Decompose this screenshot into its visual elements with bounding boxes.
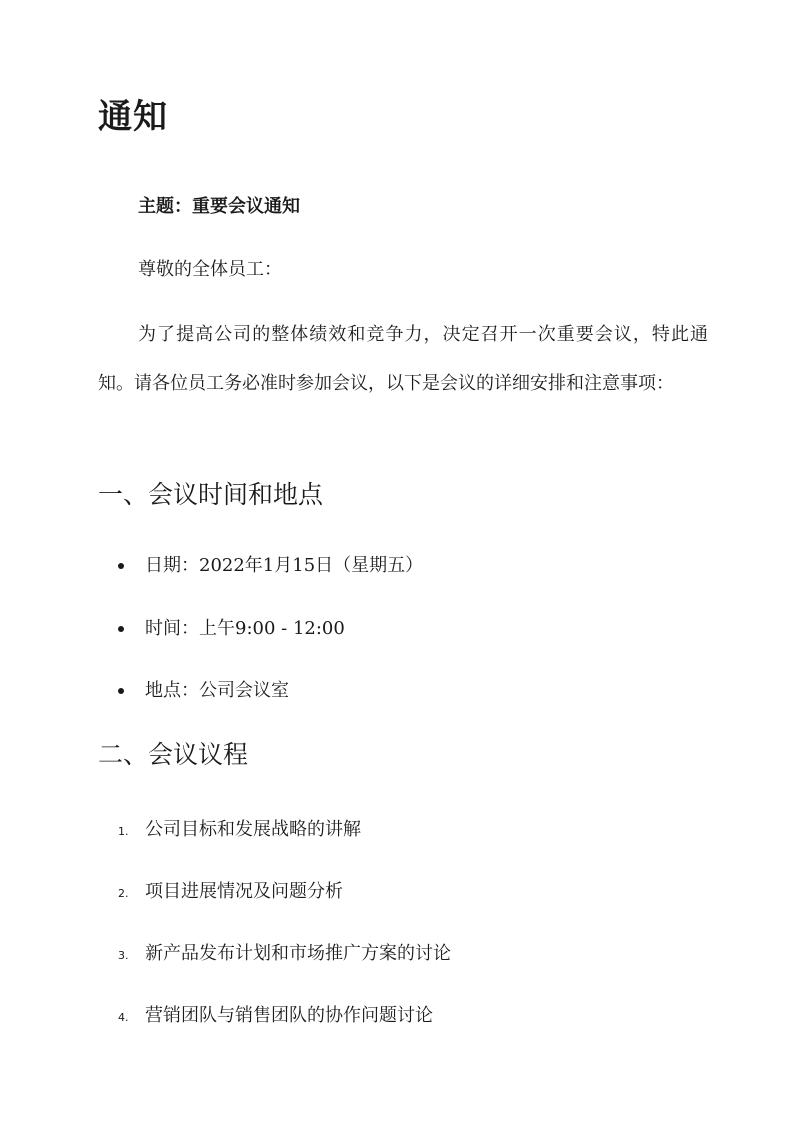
list-number: 3. bbox=[118, 949, 129, 962]
list-item bbox=[0, 551, 800, 581]
bullet-icon bbox=[118, 563, 124, 569]
list-item bbox=[0, 877, 800, 907]
list-item-text: 公司目标和发展战略的讲解 bbox=[145, 819, 361, 840]
intro-paragraph: 为了提高公司的整体绩效和竞争力，决定召开一次重要会议，特此通知。请各位员工务必准时参加会议，以下是会议的详细安排和注意事项： bbox=[98, 324, 708, 394]
bullet-icon bbox=[118, 626, 124, 632]
list-number: 1. bbox=[118, 825, 129, 838]
list-item-text: 营销团队与销售团队的协作问题讨论 bbox=[145, 1005, 433, 1026]
list-item bbox=[0, 1001, 800, 1031]
list-item bbox=[0, 676, 800, 706]
section-heading-agenda: 二、会议议程 bbox=[98, 740, 249, 769]
list-number: 2. bbox=[118, 887, 129, 900]
section-heading-time-location: 一、会议时间和地点 bbox=[98, 480, 324, 509]
list-item bbox=[0, 815, 800, 845]
list-item bbox=[0, 939, 800, 969]
list-item bbox=[0, 614, 800, 644]
notice-subject: 主题：重要会议通知 bbox=[138, 196, 300, 217]
list-item-text: 新产品发布计划和市场推广方案的讨论 bbox=[145, 943, 451, 964]
list-item-text: 项目进展情况及问题分析 bbox=[145, 881, 343, 902]
list-item-text: 时间：上午9:00 - 12:00 bbox=[145, 618, 345, 639]
bullet-icon bbox=[118, 688, 124, 694]
list-number: 4. bbox=[118, 1011, 129, 1024]
list-item-text: 地点：公司会议室 bbox=[145, 680, 289, 701]
list-item-text: 日期：2022年1月15日（星期五） bbox=[145, 555, 424, 576]
greeting: 尊敬的全体员工： bbox=[138, 259, 282, 280]
document-title: 通知 bbox=[98, 97, 168, 137]
